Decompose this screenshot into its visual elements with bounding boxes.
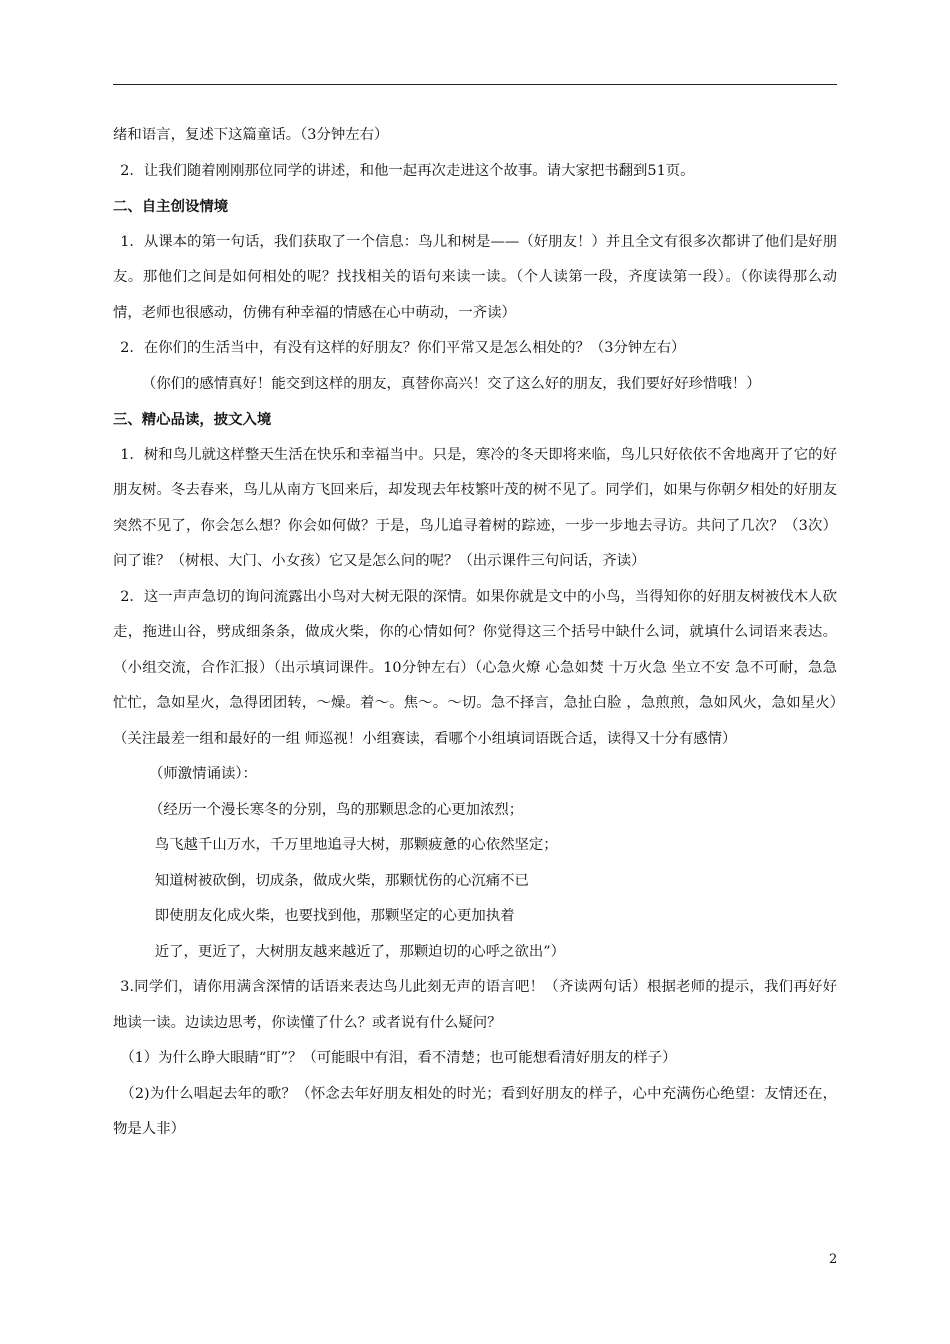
paragraph-1: 2．让我们随着刚刚那位同学的讲述，和他一起再次走进这个故事。请大家把书翻到51页。 [120, 162, 695, 179]
paragraph-5: （你们的感情真好！能交到这样的朋友，真替你高兴！交了这么好的朋友，我们要好好珍惜哦！） [141, 375, 761, 392]
section-heading-2: 二、自主创设情境 [113, 198, 229, 215]
page-number: 2 [829, 1252, 838, 1267]
paragraph-0: 绪和语言，复述下这篇童话。（3分钟左右） [113, 127, 389, 143]
paragraph-8: 2．这一声声急切的询问流露出小鸟对大树无限的深情。如果你就是文中的小鸟，当得知你的好朋友树被伐木人砍走，拖进山谷，劈成细条条，做成火柴，你的心情如何？你觉得这三个括号中缺什么词，就填什么词语来表达。（小组交流，合作汇报）（出示填词课件。10分钟左右）（心急火燎 心急如焚 十万火急 坐立不安 急不可耐，急急忙忙，急如星火，急得团团转，～燥。着～。焦～。～切。急不择言，急扯白脸 ，急煎煎，急如风火，急如星火）（关注最差一组和最好的一组 师巡视！小组赛读，看哪个小组填词语既合适，读得又十分有感情） [113, 588, 837, 747]
document-body [113, 118, 837, 1148]
paragraph-3: 1．从课本的第一句话，我们获取了一个信息：鸟儿和树是——（好朋友！）并且全文有很多次都讲了他们是好朋友。那他们之间是如何相处的呢？找找相关的语句来读一读。（个人读第一段，齐度读第一段）。（你读得那么动情，老师也很感动，仿佛有种幸福的情感在心中萌动，一齐读） [113, 233, 837, 321]
poem-line-3: 知道树被砍倒，切成条，做成火柴，那颗忧伤的心沉痛不已 [154, 872, 529, 889]
section-heading-3: 三、精心品读，披文入境 [113, 411, 272, 428]
poem-line-2: 鸟飞越千山万水，千万里地追寻大树，那颗疲惫的心依然坚定； [154, 837, 558, 853]
paragraph-16: （1）为什么睁大眼睛“盯”？（可能眼中有泪，看不清楚；也可能想看清好朋友的样子） [120, 1050, 677, 1066]
header-rule [113, 84, 837, 85]
paragraph-4: 2．在你们的生活当中，有没有这样的好朋友？你们平常又是怎么相处的？（3分钟左右） [120, 340, 686, 356]
paragraph-17: （2)为什么唱起去年的歌？（怀念去年好朋友相处的时光；看到好朋友的样子，心中充满伤心绝望：友情还在，物是人非） [113, 1085, 837, 1137]
paragraph-7: 1．树和鸟儿就这样整天生活在快乐和幸福当中。只是，寒冷的冬天即将来临，鸟儿只好依依不舍地离开了它的好朋友树。冬去春来，鸟儿从南方飞回来后，却发现去年枝繁叶茂的树不见了。同学们，如果与你朝夕相处的好朋友突然不见了，你会怎么想？你会如何做？于是，鸟儿追寻着树的踪迹，一步一步地去寻访。共问了几次？（3次）问了谁？（树根、大门、小女孩）它又是怎么问的呢？（出示课件三句问话，齐读） [113, 446, 837, 569]
paragraph-15: 3.同学们，请你用满含深情的话语来表达鸟儿此刻无声的语言吧！（齐读两句话）根据老师的提示，我们再好好地读一读。边读边思考，你读懂了什么？或者说有什么疑问？ [113, 979, 837, 1031]
poem-line-5: 近了，更近了，大树朋友越来越近了，那颗迫切的心呼之欲出”） [154, 943, 566, 960]
poem-line-4: 即使朋友化成火柴，也要找到他，那颗坚定的心更加执着 [154, 908, 515, 924]
paragraph-9: （师激情诵读）： [149, 766, 257, 782]
poem-line-1: （经历一个漫长寒冬的分别，鸟的那颗思念的心更加浓烈； [149, 801, 524, 818]
